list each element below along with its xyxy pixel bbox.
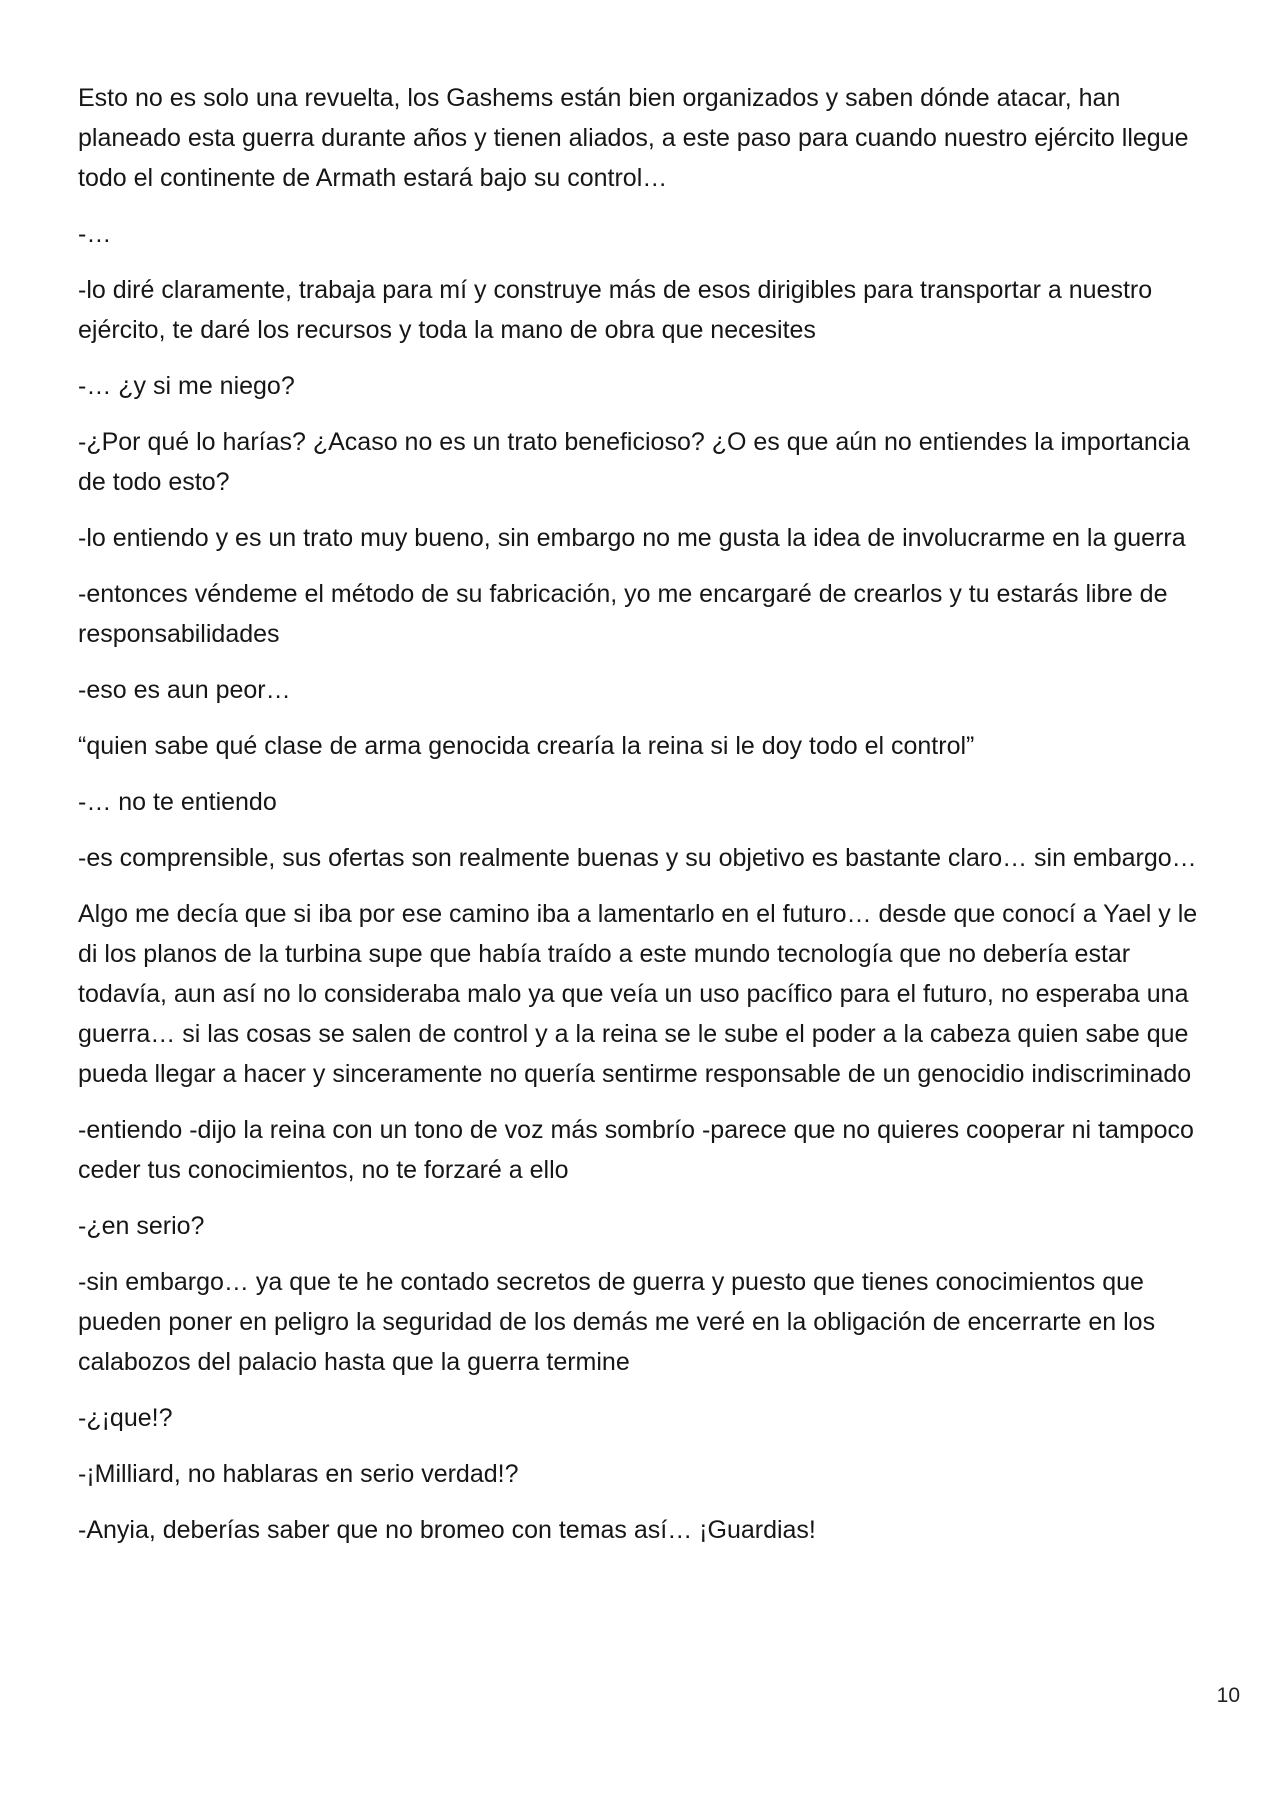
- paragraph: -lo diré claramente, trabaja para mí y construye más de esos dirigibles para transportar a nuestro ejército, te daré los recursos y toda la mano de obra que necesites: [78, 276, 1153, 344]
- paragraph: -Anyia, deberías saber que no bromeo con temas así… ¡Guardias!: [78, 1516, 816, 1544]
- paragraph: -¡Milliard, no hablaras en serio verdad!?: [78, 1460, 519, 1488]
- paragraph: -…: [78, 220, 112, 248]
- paragraph: -entiendo -dijo la reina con un tono de voz más sombrío -parece que no quieres cooperar ni tampoco ceder tus conocimientos, no te forzaré a ello: [78, 1116, 1194, 1184]
- paragraph: -es comprensible, sus ofertas son realmente buenas y su objetivo es bastante claro… sin embargo…: [78, 844, 1197, 872]
- page-number: 10: [1216, 1684, 1240, 1707]
- paragraph: -¿¡que!?: [78, 1404, 173, 1432]
- paragraph: -… no te entiendo: [78, 788, 277, 816]
- paragraph: -¿Por qué lo harías? ¿Acaso no es un trato beneficioso? ¿O es que aún no entiendes la importancia de todo esto?: [78, 428, 1190, 496]
- paragraph: -sin embargo… ya que te he contado secretos de guerra y puesto que tienes conocimientos que pueden poner en peligro la seguridad de los demás me veré en la obligación de encerrarte en los calabozos del palacio hasta que la guerra termine: [78, 1268, 1156, 1376]
- paragraph: Algo me decía que si iba por ese camino iba a lamentarlo en el futuro… desde que conocí a Yael y le di los planos de la turbina supe que había traído a este mundo tecnología que no debería estar todavía, aun así no lo consideraba malo ya que veía un uso pacífico para el futuro, no esperaba una guerra… si las cosas se salen de control y a la reina se le sube el poder a la cabeza quien sabe que pueda llegar a hacer y sinceramente no quería sentirme responsable de un genocidio indiscriminado: [78, 900, 1198, 1088]
- paragraph: Esto no es solo una revuelta, los Gashems están bien organizados y saben dónde atacar, han planeado esta guerra durante años y tienen aliados, a este paso para cuando nuestro ejército llegue todo el continente de Armath estará bajo su control…: [78, 84, 1189, 192]
- paragraph: -eso es aun peor…: [78, 676, 291, 704]
- paragraph: -… ¿y si me niego?: [78, 372, 295, 400]
- paragraph: “quien sabe qué clase de arma genocida crearía la reina si le doy todo el control”: [78, 732, 975, 760]
- body-text: [78, 78, 1208, 1566]
- paragraph: -entonces véndeme el método de su fabricación, yo me encargaré de crearlos y tu estarás libre de responsabilidades: [78, 580, 1168, 648]
- paragraph: -lo entiendo y es un trato muy bueno, sin embargo no me gusta la idea de involucrarme en la guerra: [78, 524, 1186, 552]
- paragraph: -¿en serio?: [78, 1212, 205, 1240]
